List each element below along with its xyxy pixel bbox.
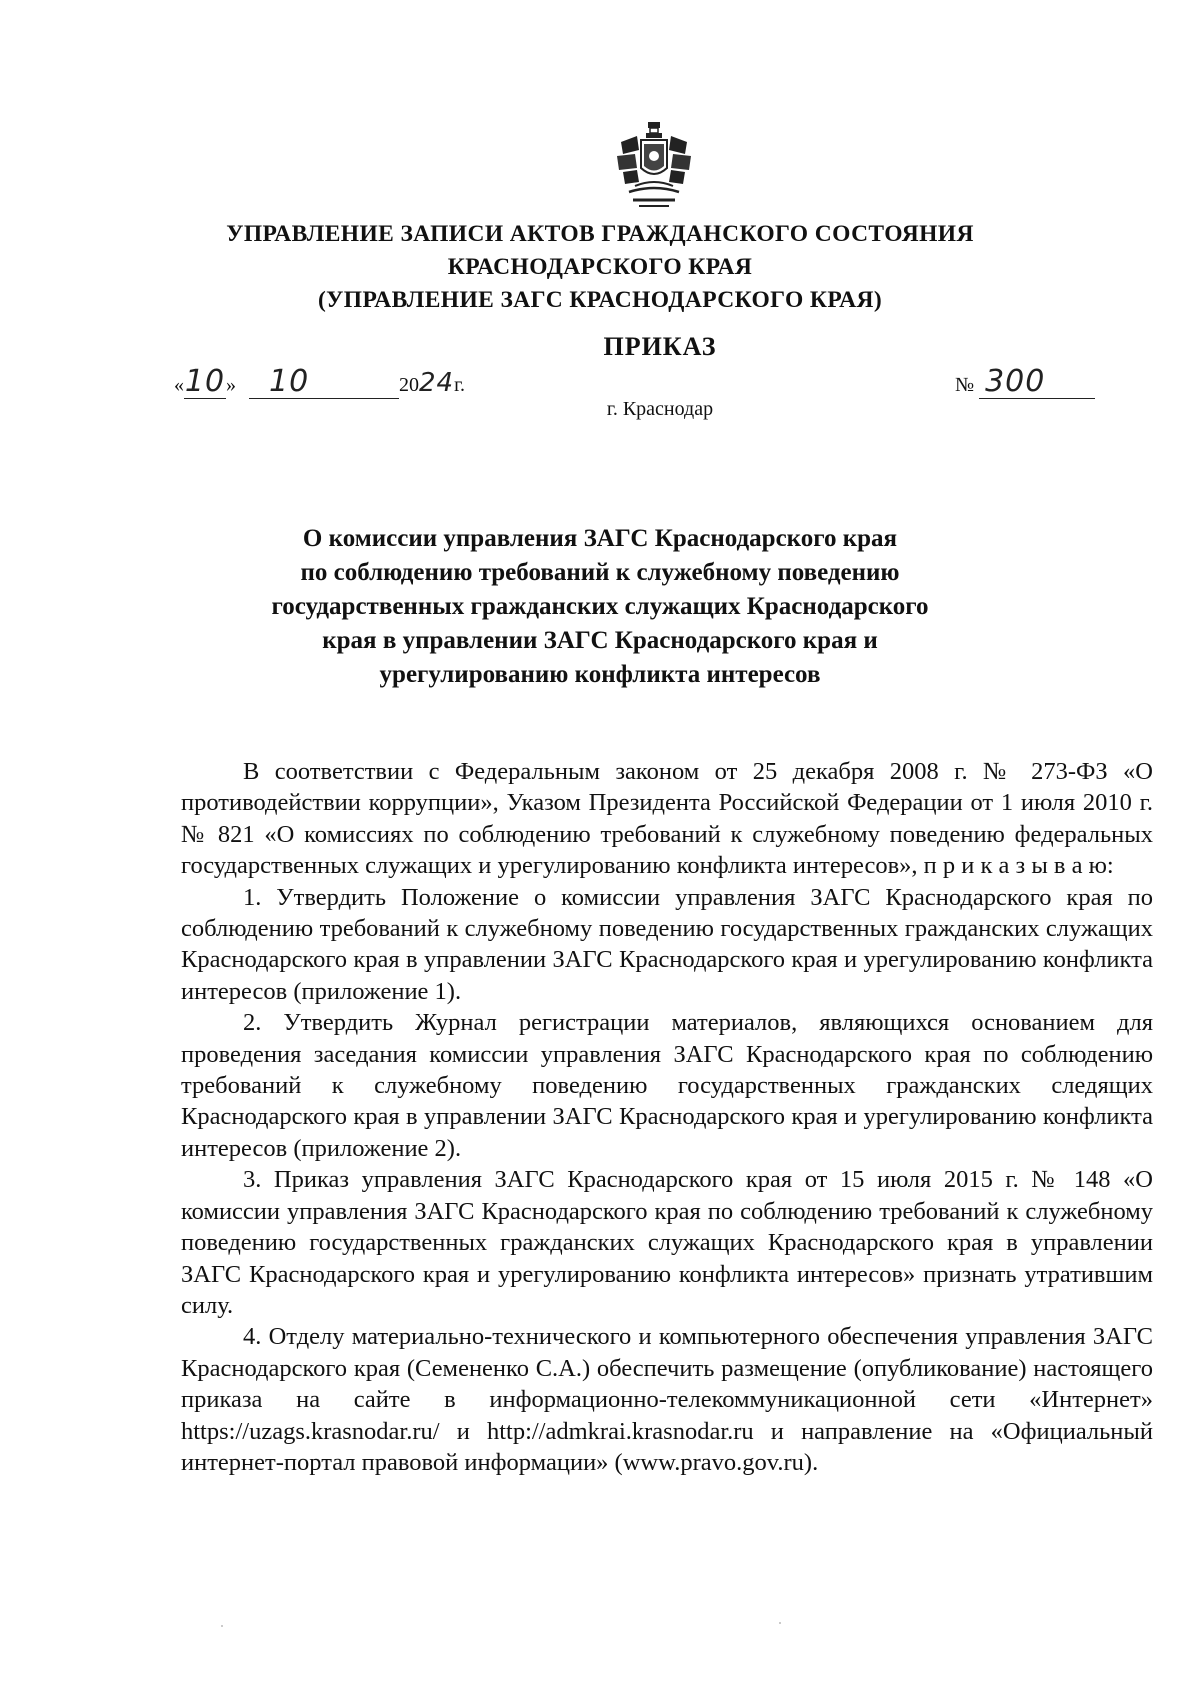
order-date xyxy=(174,366,465,406)
date-year-mark: г. xyxy=(454,374,466,396)
document-type: ПРИКАЗ xyxy=(603,332,717,361)
title-line-2: по соблюдению требований к служебному поведению xyxy=(300,559,900,586)
org-line-1: УПРАВЛЕНИЕ ЗАПИСИ АКТОВ ГРАЖДАНСКОГО СОСТОЯНИЯ xyxy=(226,221,974,247)
title-line-1: О комиссии управления ЗАГС Краснодарского края xyxy=(302,525,898,552)
title-line-3: государственных гражданских служащих Краснодарского xyxy=(271,593,929,620)
krasnodar-coat-of-arms-icon xyxy=(613,120,695,210)
scan-speck xyxy=(221,1625,223,1627)
item-4-paragraph: 4. Отделу материально-технического и компьютерного обеспечения управления ЗАГС Краснодарского края (Семененко С.А.) обеспечить размещение (опубликование) настоящего приказа на сайте в информационно-телекоммуникационной сети «Интернет» https://uzags.krasnodar.ru/ и http://admkrai.krasnodar.ru и направление на «Официальный интернет-портал правовой информации» (www.pravo.gov.ru). xyxy=(181,1323,1153,1476)
city: г. Краснодар xyxy=(606,398,714,420)
date-close-quote: » xyxy=(226,374,236,396)
title-line-5: урегулированию конфликта интересов xyxy=(379,661,821,688)
org-line-2: КРАСНОДАРСКОГО КРАЯ xyxy=(447,254,753,280)
organization-name xyxy=(0,218,1200,317)
date-year-prefix: 20 xyxy=(399,374,419,396)
item-3-paragraph: 3. Приказ управления ЗАГС Краснодарского края от 15 июля 2015 г. № 148 «О комиссии управления ЗАГС Краснодарского края по соблюдению требований к служебному поведению государственных гражданских служащих Краснодарского края в управлении ЗАГС Краснодарского края и урегулированию конфликта интересов» признать утратившим силу. xyxy=(181,1166,1153,1319)
title-line-4: края в управлении ЗАГС Краснодарского края и xyxy=(322,627,878,654)
order-number xyxy=(955,366,1095,399)
intro-paragraph: В соответствии с Федеральным законом от 25 декабря 2008 г. № 273-ФЗ «О противодействии коррупции», Указом Президента Российской Федерации от 1 июля 2010 г. № 821 «О комиссиях по соблюдению требований к служебному поведению федеральных государственных служащих и урегулированию конфликта интересов», п р и к а з ы в а ю: xyxy=(181,758,1153,880)
order-body xyxy=(181,756,1153,1478)
org-line-3: (УПРАВЛЕНИЕ ЗАГС КРАСНОДАРСКОГО КРАЯ) xyxy=(317,287,883,313)
date-year-suffix: 24 xyxy=(419,368,455,398)
order-title xyxy=(0,522,1200,692)
number-value: 300 xyxy=(979,366,1095,399)
date-open-quote: « xyxy=(174,374,184,396)
item-2-paragraph: 2. Утвердить Журнал регистрации материалов, являющихся основанием для проведения заседания комиссии управления ЗАГС Краснодарского края по соблюдению требований к служебному поведению государственных гражданских следящих Краснодарского края в управлении ЗАГС Краснодарского края и урегулированию конфликта интересов (приложение 2). xyxy=(181,1009,1153,1162)
number-label: № xyxy=(955,374,975,396)
date-month: 10 xyxy=(249,366,399,399)
scan-speck xyxy=(779,1622,781,1624)
item-1-paragraph: 1. Утвердить Положение о комиссии управления ЗАГС Краснодарского края по соблюдению требований к служебному поведению государственных гражданских служащих Краснодарского края в управлении ЗАГС Краснодарского края и урегулированию конфликта интересов (приложение 1). xyxy=(181,883,1153,1005)
date-day: 10 xyxy=(184,364,226,399)
